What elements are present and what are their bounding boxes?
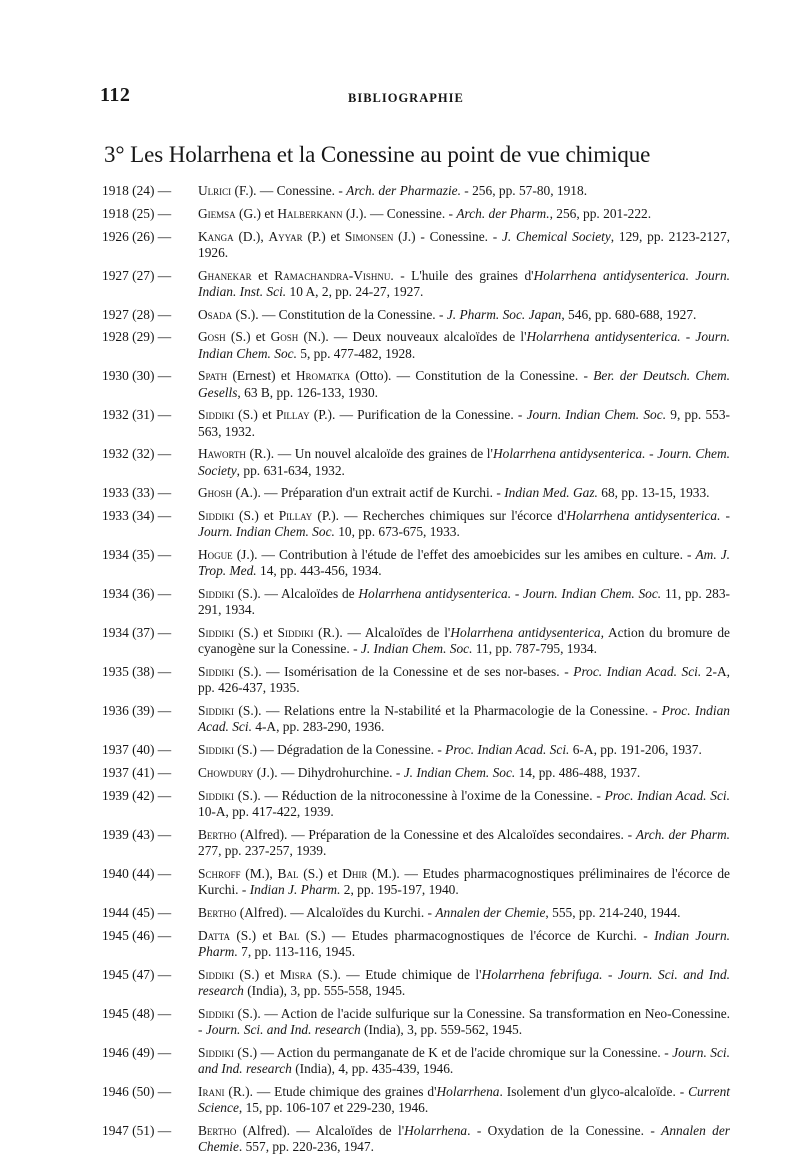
citation-text: 4-A, pp. 283-290, 1936. [251,719,385,735]
entry-text [198,547,730,579]
citation-text: 11, pp. 283-291, 1934. [198,586,730,618]
citation-text: 68, pp. 13-15, 1933. [597,485,710,501]
entry-reference: 1947 (51) — [102,1122,172,1138]
entry-reference: 1932 (32) — [102,446,172,462]
author-name: Bertho [198,1122,237,1138]
journal-title: Arch. der Pharmazie. [346,183,461,198]
bibliography-entry [102,268,730,300]
citation-text: , pp. 631-634, 1932. [236,462,345,478]
citation-text: (R.). — Alcaloïdes de l' [313,625,451,641]
citation-text: et [251,267,275,283]
entry-reference: 1936 (39) — [102,703,172,719]
author-name: Siddiki [198,508,234,524]
author-name: Giemsa [198,205,236,221]
author-name: Siddiki [198,1044,234,1060]
entry-text [198,508,730,540]
bibliography-entry [102,1045,730,1077]
journal-title: Holarrhena antidysenterica. - Journ. Indian Chem. Soc. [358,586,662,602]
citation-text: (M.). — Etudes pharmacognostiques préliminaires de l'écorce de Kurchi. - [198,865,731,897]
entry-reference: 1926 (26) — [102,228,172,244]
journal-title: Journ. Sci. and Ind. research [198,1044,730,1076]
citation-text: (S.) et [233,966,280,982]
entry-text [198,788,730,820]
journal-title: J. Indian Chem. Soc. [403,764,516,780]
entry-reference: 1918 (24) — [102,183,172,198]
journal-title: Holarrhena antidysenterica. - Journ. Indian Chem. Soc. [198,508,731,540]
bibliography-entry [102,368,730,400]
entry-text [198,586,730,618]
journal-title: Arch. der Pharm. [456,205,550,221]
entry-text [198,905,730,921]
journal-title: Ber. der Deutsch. Chem. Gesells [198,368,731,400]
bibliography-entry [102,206,730,222]
citation-text: (Ernest) et [227,368,296,384]
citation-text: (S.). — Alcaloïdes de [233,586,359,602]
bibliography-entry [102,586,730,618]
citation-text: (S.). — Action de l'acide sulfurique sur la Conessine. Sa transformation en Neo-Conessine. - [198,1005,730,1037]
citation-text: (S.). — Isomérisation de la Conessine et de ses nor-bases. - [233,664,574,680]
journal-title: Annalen der Chemie [435,904,546,920]
author-name: Dhir [342,865,368,881]
entry-text [198,827,730,859]
entry-reference: 1934 (35) — [102,547,172,563]
citation-text: (J.) - Conessine. - [393,228,502,244]
author-name: Ayyar [268,228,303,244]
author-name: Chowdury [198,764,254,780]
entry-reference: 1940 (44) — [102,865,172,881]
citation-text: (India), 4, pp. 435-439, 1946. [291,1060,454,1076]
journal-title: J. Chemical Society [501,228,611,244]
author-name: Ghosh [198,485,233,501]
entry-reference: 1946 (50) — [102,1083,172,1099]
journal-title: Proc. Indian Acad. Sci. [445,742,570,758]
bibliography-entry [102,307,730,323]
citation-text: 277, pp. 237-257, 1939. [198,842,327,858]
entry-text [198,206,730,222]
citation-text: (S.) et [298,865,343,881]
citation-text: (D.), [233,228,269,244]
author-name: Kanga [198,228,234,244]
citation-text: (J.). — Conessine. - [342,205,457,221]
journal-title: Indian J. Pharm. [249,881,341,897]
citation-text: - 256, pp. 57-80, 1918. [460,183,588,198]
author-name: Hogue [198,547,233,563]
bibliography-entry [102,1084,730,1116]
journal-title: Proc. Indian Acad. Sci. [604,787,730,803]
citation-text: , 63 B, pp. 126-133, 1930. [237,384,379,400]
author-name: Siddiki [198,703,234,719]
citation-text: (F.). — Conessine. - [231,183,347,198]
author-name: Siddiki [198,664,234,680]
entry-reference: 1930 (30) — [102,368,172,384]
entry-text [198,268,730,300]
author-name: Siddiki [198,742,234,758]
citation-text: (S.). — Etude chimique de l' [312,966,482,982]
author-name: Siddiki [198,586,234,602]
entry-text [198,407,730,439]
journal-title: Journ. Sci. and Ind. research [205,1021,361,1037]
citation-text: (A.). — Préparation d'un extrait actif de Kurchi. - [232,485,505,501]
entry-text [198,485,730,501]
citation-text: (India), 3, pp. 555-558, 1945. [243,982,406,998]
entry-reference: 1945 (47) — [102,966,172,982]
journal-title: J. Pharm. Soc. Japan [446,306,562,322]
citation-text: , 15, pp. 106-107 et 229-230, 1946. [238,1099,429,1115]
bibliography-entry [102,329,730,361]
entry-text [198,1084,730,1116]
author-name: Osada [198,306,233,322]
bibliography-entry [102,664,730,696]
author-name: Bertho [198,904,237,920]
citation-text: , 129, pp. 2123-2127, 1926. [198,228,730,260]
citation-text: 2, pp. 195-197, 1940. [340,881,459,897]
citation-text: (S.). — Réduction de la nitroconessine à l'oxime de la Conessine. - [233,787,605,803]
citation-text: (P.). — Recherches chimiques sur l'écorce d' [312,508,567,524]
entry-reference: 1918 (25) — [102,205,172,221]
entry-reference: 1939 (43) — [102,826,172,842]
citation-text: , 256, pp. 201-222. [549,205,652,221]
author-name: Spath [198,368,228,384]
section-title: 3° Les Holarrhena et la Conessine au point de vue chimique [104,142,651,167]
citation-text: (S.) et [233,625,278,641]
entry-text [198,183,730,199]
entry-reference: 1945 (46) — [102,927,172,943]
author-name: Pillay [278,508,313,524]
citation-text: (R.). — Etude chimique des graines d' [224,1083,437,1099]
citation-text: (Alfred). — Préparation de la Conessine et des Alcaloïdes secondaires. - [236,826,636,842]
author-name: Datta [198,927,230,943]
citation-text: (S.) et [233,407,276,423]
citation-text: 14, pp. 443-456, 1934. [256,563,382,579]
entry-reference: 1945 (48) — [102,1005,172,1021]
entry-text [198,742,730,758]
entry-reference: 1927 (27) — [102,267,172,283]
citation-text: 6-A, pp. 191-206, 1937. [569,742,702,758]
journal-title: Holarrhena [404,1122,468,1138]
citation-text: (S.). — Relations entre la N-stabilité et la Pharmacologie de la Conessine. - [233,703,662,719]
citation-text: (N.). — Deux nouveaux alcaloïdes de l' [298,329,527,345]
citation-text: (S.) et [229,927,279,943]
entry-text [198,928,730,960]
running-head: BIBLIOGRAPHIE [348,91,464,105]
citation-text: (S.) — Dégradation de la Conessine. - [233,742,446,758]
citation-text: (S.) — Etudes pharmacognostiques de l'écorce de Kurchi. - [299,927,655,943]
author-name: Gosh [198,329,226,345]
journal-title: Am. J. Trop. Med. [198,547,731,579]
bibliography-entry [102,1123,730,1155]
citation-text: (P.). — Purification de la Conessine. - [309,407,527,423]
author-name: Halberkann [277,205,343,221]
bibliography-entry [102,788,730,820]
journal-title: Holarrhena antidysenterica. Journ. Indian. Inst. Sci. [198,267,730,299]
bibliography-entry [102,742,730,758]
bibliography-entry [102,905,730,921]
citation-text: 10 A, 2, pp. 24-27, 1927. [286,283,424,299]
journal-title: Holarrhena antidysenterica. - Journ. Indian Chem. Soc. [198,329,731,361]
entry-text [198,329,730,361]
entry-reference: 1933 (34) — [102,508,172,524]
bibliography-entry [102,547,730,579]
author-name: Bertho [198,826,237,842]
journal-title: Holarrhena antidysenterica, [450,625,604,641]
entry-text [198,229,730,261]
entry-reference: 1944 (45) — [102,904,172,920]
author-name: Siddiki [198,625,234,641]
author-name: Schroff [198,865,241,881]
citation-text: 10-A, pp. 417-422, 1939. [198,803,334,819]
entry-text [198,1123,730,1155]
entry-text [198,368,730,400]
author-name: Haworth [198,446,246,462]
bibliography-entry [102,446,730,478]
author-name: Siddiki [198,787,234,803]
bibliography-entry [102,765,730,781]
entry-text [198,625,730,657]
citation-text: (Otto). — Constitution de la Conessine. - [350,368,594,384]
author-name: Ramachandra-Vishnu [274,267,391,283]
entry-reference: 1928 (29) — [102,329,172,345]
entry-text [198,967,730,999]
entry-text [198,446,730,478]
bibliography-entry [102,508,730,540]
citation-text: . - Oxydation de la Conessine. - [467,1122,662,1138]
page-number: 112 [100,84,131,106]
citation-text: (J.). — Contribution à l'étude de l'effet des amoebicides sur les amibes en culture. - [232,547,696,563]
bibliography-entry [102,229,730,261]
bibliography-entry [102,183,730,199]
entry-reference: 1937 (41) — [102,764,172,780]
citation-text: (Alfred). — Alcaloïdes du Kurchi. - [236,904,436,920]
journal-title: Proc. Indian Acad. Sci. [573,664,702,680]
author-name: Ghanekar [198,267,252,283]
author-name: Bal [277,865,299,881]
journal-title: Indian Med. Gaz. [504,485,598,501]
citation-text: 10, pp. 673-675, 1933. [334,524,460,540]
entry-text [198,1006,730,1038]
citation-text: 7, pp. 113-116, 1945. [237,943,356,959]
journal-title: Holarrhena antidysenterica. - Journ. Chem. Society [198,446,731,478]
entry-reference: 1934 (37) — [102,625,172,641]
citation-text: (P.) et [302,228,345,244]
author-name: Irani [198,1083,225,1099]
author-name: Misra [279,966,313,982]
citation-text: . - L'huile des graines d' [390,267,534,283]
bibliography-entry [102,866,730,898]
entry-reference: 1939 (42) — [102,787,172,803]
bibliography-entry [102,928,730,960]
journal-title: J. Indian Chem. Soc. [360,641,473,657]
citation-text: 5, pp. 477-482, 1928. [296,345,416,361]
citation-text: 11, pp. 787-795, 1934. [472,641,597,657]
entry-reference: 1932 (31) — [102,407,172,423]
citation-text: (Alfred). — Alcaloïdes de l' [236,1122,405,1138]
citation-text: (S.). — Constitution de la Conessine. - [232,306,447,322]
journal-title: Holarrhena [436,1083,500,1099]
entry-reference: 1946 (49) — [102,1044,172,1060]
entry-text [198,1045,730,1077]
citation-text: 2-A, pp. 426-437, 1935. [198,664,730,696]
entry-text [198,664,730,696]
entry-reference: 1927 (28) — [102,306,172,322]
bibliography-list [102,183,730,1162]
author-name: Siddiki [198,407,234,423]
citation-text: , 546, pp. 680-688, 1927. [561,306,697,322]
citation-text: 9, pp. 553-563, 1932. [198,407,730,439]
journal-title: Current Science [198,1083,731,1115]
citation-text: (M.), [240,865,278,881]
author-name: Bal [278,927,300,943]
journal-title: Arch. der Pharm. [635,826,730,842]
entry-text [198,703,730,735]
bibliography-entry [102,407,730,439]
bibliography-entry [102,485,730,501]
author-name: Simonsen [344,228,394,244]
citation-text: (India), 3, pp. 559-562, 1945. [360,1021,523,1037]
bibliography-entry [102,967,730,999]
author-name: Siddiki [198,966,234,982]
entry-reference: 1937 (40) — [102,742,172,758]
journal-title: Proc. Indian Acad. Sci. [198,703,730,735]
citation-text: (R.). — Un nouvel alcaloïde des graines de l' [245,446,493,462]
journal-title: Indian Journ. Pharm. [198,927,730,959]
entry-text [198,765,730,781]
author-name: Siddiki [198,1005,234,1021]
citation-text: . Isolement d'un glyco-alcaloïde. - [499,1083,689,1099]
author-name: Hromatka [295,368,351,384]
citation-text: (S.) et [225,329,271,345]
entry-reference: 1935 (38) — [102,664,172,680]
bibliography-entry [102,827,730,859]
citation-text: (S.) et [233,508,279,524]
citation-text: Action du bromure de cyanogène sur la Conessine. - [198,625,730,657]
entry-text [198,866,730,898]
entry-reference: 1934 (36) — [102,586,172,602]
entry-reference: 1933 (33) — [102,485,172,501]
entry-text [198,307,730,323]
journal-title: Holarrhena febrifuga. - Journ. Sci. and Ind. research [198,966,731,998]
author-name: Pillay [275,407,310,423]
citation-text: 14, pp. 486-488, 1937. [515,764,641,780]
citation-text: (J.). — Dihydrohurchine. - [253,764,404,780]
journal-title: Journ. Indian Chem. Soc. [526,407,667,423]
bibliography-entry [102,625,730,657]
journal-title: Annalen der Chemie [198,1122,730,1154]
citation-text: , 555, pp. 214-240, 1944. [545,904,681,920]
bibliography-entry [102,1006,730,1038]
bibliography-entry [102,703,730,735]
author-name: Siddiki [277,625,314,641]
citation-text: (G.) et [235,205,278,221]
citation-text: (S.) — Action du permanganate de K et de l'acide chromique sur la Conessine. - [233,1044,673,1060]
author-name: Gosh [270,329,299,345]
author-name: Ulrici [198,183,232,198]
citation-text: . 557, pp. 220-236, 1947. [238,1138,374,1154]
